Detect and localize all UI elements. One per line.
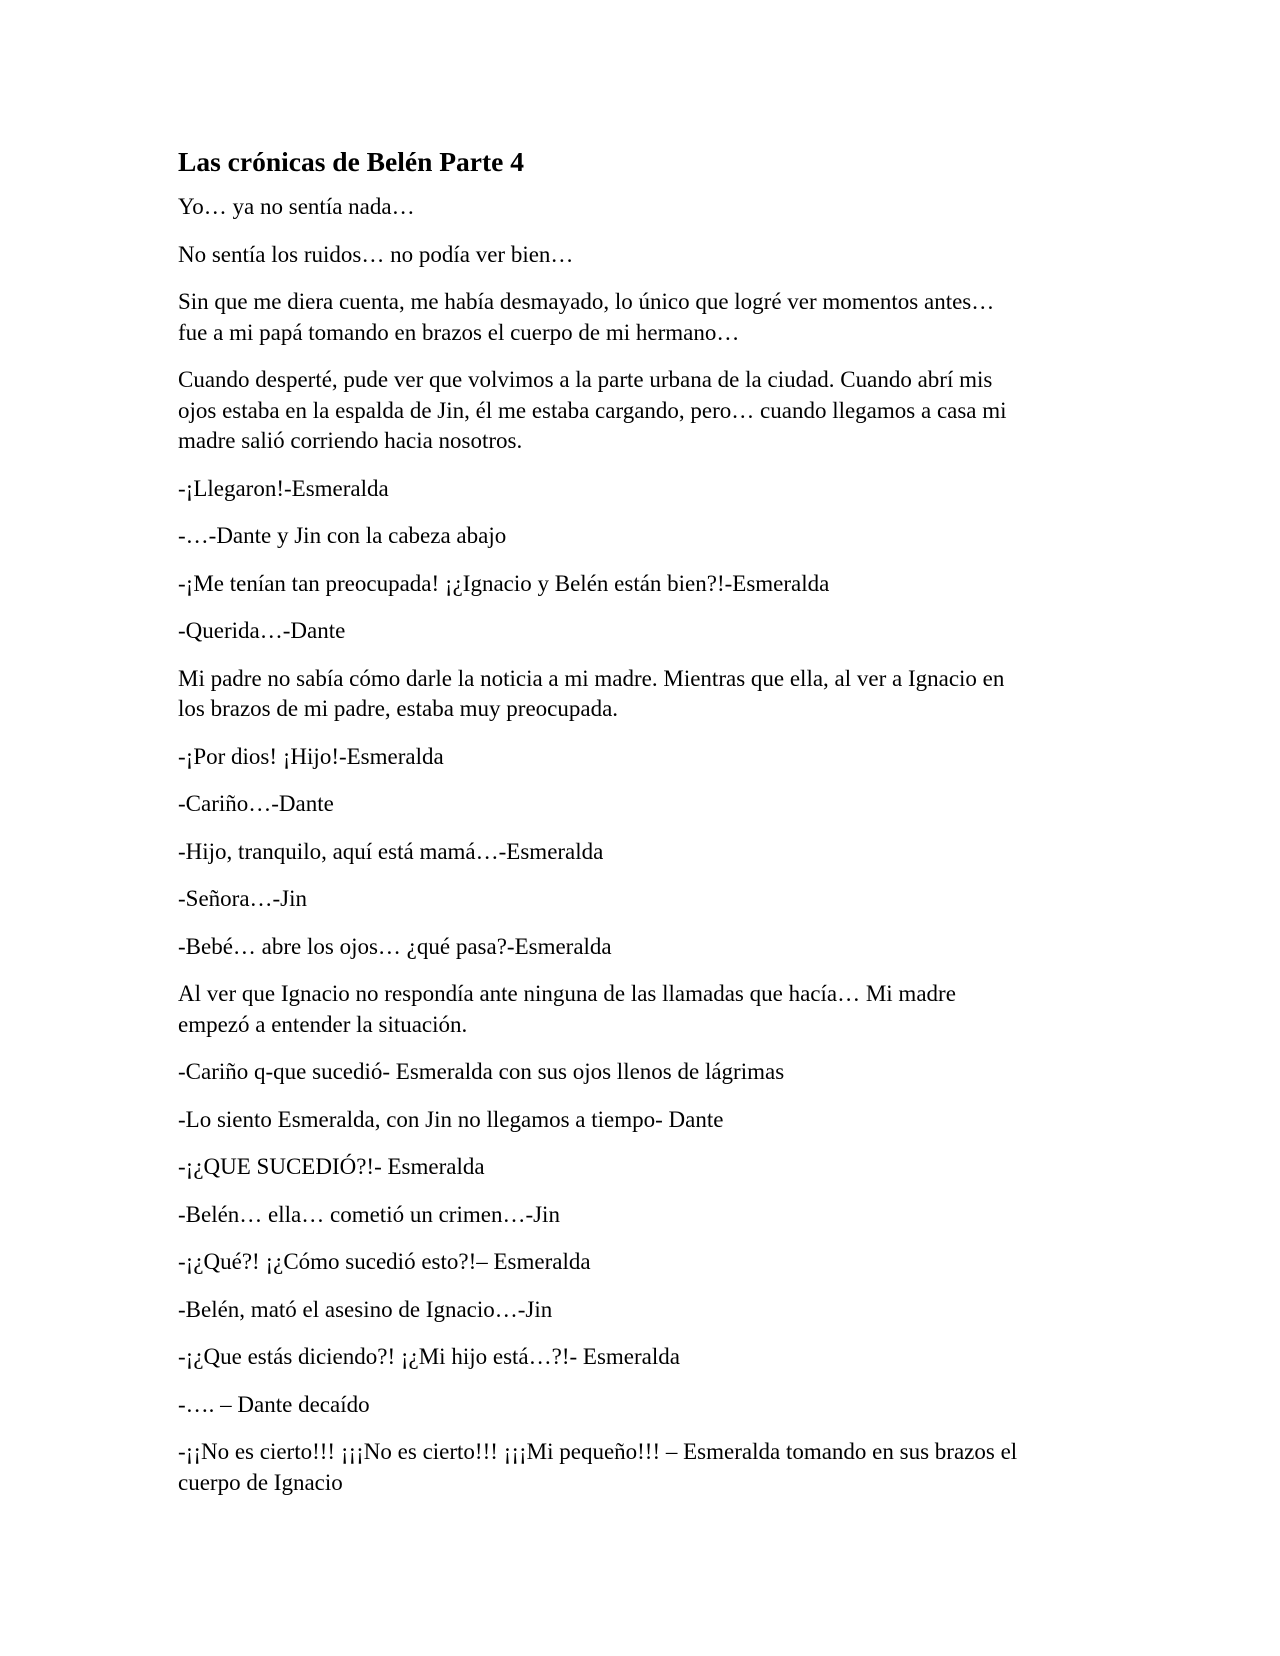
text-line: -Bebé… abre los ojos… ¿qué pasa?-Esmeralda (178, 933, 612, 959)
paragraph (178, 521, 1098, 552)
paragraph (178, 1437, 1098, 1498)
text-line: Mi padre no sabía cómo darle la noticia a mi madre. Mientras que ella, al ver a Ignacio en (178, 665, 1005, 691)
paragraph (178, 932, 1098, 963)
text-line: -¡¿Que estás diciendo?! ¡¿Mi hijo está…?!- Esmeralda (178, 1344, 680, 1369)
paragraph (178, 742, 1098, 773)
paragraph (178, 1390, 1098, 1421)
paragraph (178, 616, 1098, 647)
document-body (178, 145, 1098, 1515)
paragraph (178, 1200, 1098, 1231)
text-line: -¡¿Qué?! ¡¿Cómo sucedió esto?!– Esmeralda (178, 1249, 591, 1274)
text-line: -Cariño q-que sucedió- Esmeralda con sus ojos llenos de lágrimas (178, 1059, 785, 1084)
document-title: Las crónicas de Belén Parte 4 (178, 146, 524, 177)
text-line: -Señora…-Jin (178, 886, 308, 911)
text-line: empezó a entender la situación. (178, 1011, 468, 1037)
text-line: Yo… ya no sentía nada… (178, 194, 415, 219)
text-line: -¡Por dios! ¡Hijo!-Esmeralda (178, 743, 444, 769)
text-line: los brazos de mi padre, estaba muy preocupada. (178, 696, 619, 721)
paragraph (178, 884, 1098, 915)
paragraph (178, 365, 1098, 457)
paragraph (178, 979, 1098, 1040)
text-line: Sin que me diera cuenta, me había desmayado, lo único que logré ver momentos antes… (178, 289, 995, 314)
paragraph (178, 1247, 1098, 1278)
text-line: madre salió corriendo hacia nosotros. (178, 428, 523, 453)
paragraph (178, 474, 1098, 505)
paragraph (178, 569, 1098, 600)
paragraph (178, 1105, 1098, 1136)
paragraph (178, 1152, 1098, 1183)
text-line: -Lo siento Esmeralda, con Jin no llegamos a tiempo- Dante (178, 1106, 724, 1132)
text-line: No sentía los ruidos… no podía ver bien… (178, 241, 574, 267)
paragraph (178, 1295, 1098, 1326)
text-line: -Hijo, tranquilo, aquí está mamá…-Esmeralda (178, 838, 604, 864)
paragraph (178, 837, 1098, 868)
paragraph (178, 240, 1098, 271)
text-line: -…. – Dante decaído (178, 1391, 370, 1417)
text-line: Al ver que Ignacio no respondía ante ninguna de las llamadas que hacía… Mi madre (178, 981, 956, 1006)
text-line: -Cariño…-Dante (178, 791, 334, 816)
paragraph (178, 1342, 1098, 1373)
paragraph (178, 192, 1098, 223)
paragraph (178, 287, 1098, 348)
text-line: ojos estaba en la espalda de Jin, él me estaba cargando, pero… cuando llegamos a casa mi (178, 397, 1007, 423)
paragraph (178, 789, 1098, 820)
text-line: -¡Me tenían tan preocupada! ¡¿Ignacio y Belén están bien?!-Esmeralda (178, 570, 830, 596)
text-line: -…-Dante y Jin con la cabeza abajo (178, 523, 507, 548)
text-line: -¡¿QUE SUCEDIÓ?!- Esmeralda (178, 1154, 485, 1179)
text-line: cuerpo de Ignacio (178, 1469, 343, 1495)
text-line: -Belén, mató el asesino de Ignacio…-Jin (178, 1296, 553, 1322)
text-line: -Querida…-Dante (178, 618, 346, 643)
paragraph (178, 1057, 1098, 1088)
text-line: -Belén… ella… cometió un crimen…-Jin (178, 1201, 560, 1227)
text-line: -¡Llegaron!-Esmeralda (178, 475, 389, 501)
text-line: fue a mi papá tomando en brazos el cuerpo de mi hermano… (178, 319, 740, 345)
paragraph (178, 664, 1098, 725)
text-line: Cuando desperté, pude ver que volvimos a la parte urbana de la ciudad. Cuando abrí mis (178, 367, 993, 392)
text-line: -¡¡No es cierto!!! ¡¡¡No es cierto!!! ¡¡¡Mi pequeño!!! – Esmeralda tomando en sus brazos el (178, 1439, 1018, 1464)
